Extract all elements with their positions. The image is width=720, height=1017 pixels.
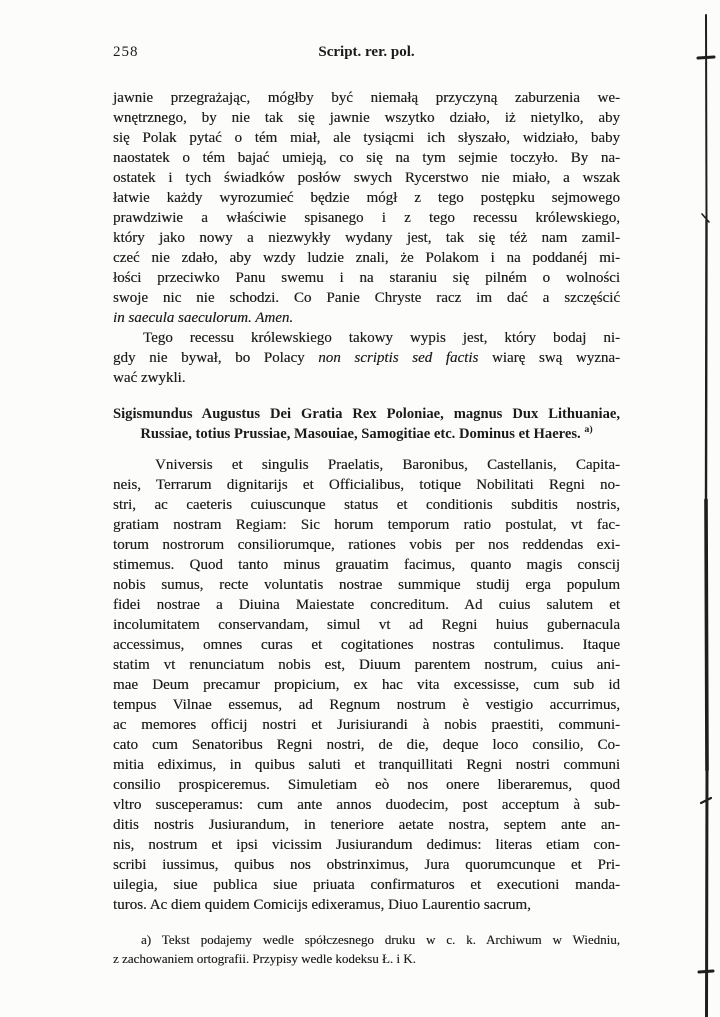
text-line: ditis nostris Jusiurandum, in teneriore aetate nostra, septem ante an-	[113, 817, 620, 833]
text-line: statim vt renunciatum nobis est, Diuum parentem nostrum, cuius ani-	[113, 657, 620, 673]
text-line: accessimus, omnes curas et cogitationes nostras contulimus. Itaque	[113, 637, 620, 653]
text-line: mae Deum precamur propicium, ex hac vita excessisse, cum sub id	[113, 677, 620, 693]
text-line: łatwie każdy wyrozumieć będzie mógł z tego postępku sejmowego	[113, 190, 620, 206]
text-line: mitia ediximus, in quibus saluti et tranquillitati Regni nostri communi	[113, 757, 620, 773]
text-line: prawdziwie a właściwie spisanego i z tego recessu królewskiego,	[113, 210, 620, 226]
text-line: vltro susceperamus: cum ante annos duodecim, post acceptum à sub-	[113, 797, 620, 813]
text-line: wnętrznego, by nie tak się jawnie wszytko działo, iż nietylko, aby	[113, 110, 620, 126]
page-number: 258	[113, 44, 139, 60]
text-line: neis, Terrarum dignitarijs et Officialibus, totique Nobilitati Regni no-	[113, 477, 620, 493]
text-line: in saecula saeculorum. Amen.	[113, 310, 294, 326]
text-line: który jako nowy a niezwykły wydany jest, tak się téż nam zamil-	[113, 230, 620, 246]
text-line: ac memores officij nostri et Jurisiurandi à nobis praestiti, communi-	[113, 717, 620, 733]
text-line: tempus Vilnae essemus, ad Regnum nostrum è vestigio accurrimus,	[113, 697, 620, 713]
text-line: Sigismundus Augustus Dei Gratia Rex Poloniae, magnus Dux Lithuaniae,	[113, 406, 620, 422]
text-line: gratiam nostram Regiam: Sic horum temporum ratio postulat, vt fac-	[113, 517, 620, 533]
text-line: consilio prospiceremus. Simuletiam eò nos onere liberaremus, quod	[113, 777, 620, 793]
paragraph-latin	[113, 455, 620, 915]
text-line: czeć nie zdało, aby wzdy ludzie znali, że Polakom i na poddanéj mi-	[113, 250, 620, 266]
text-line: Tego recessu królewskiego takowy wypis jest, który bodaj ni-	[143, 330, 620, 346]
text-line: stimemus. Quod tanto minus grauatim facimus, quanto magis conscij	[113, 557, 620, 573]
text-line: swoje nic nie schodzi. Co Panie Chryste racz im dać a szczęścić	[113, 290, 620, 306]
text-line: gdy nie bywał, bo Polacy non scriptis sed factis wiarę swą wyzna-	[113, 350, 620, 366]
running-title: Script. rer. pol.	[318, 44, 415, 60]
text-line: z zachowaniem ortografii. Przypisy wedle kodeksu Ł. i K.	[113, 951, 416, 966]
text-line: jawnie przegrażając, mógłby być niemałą przyczyną zaburzenia we-	[113, 90, 620, 106]
paragraph-polish-2	[113, 328, 620, 388]
text-line: się Polak pytać o tém miał, ale tysiącmi ich słyszało, widziało, baby	[113, 130, 620, 146]
footnote	[113, 930, 620, 968]
text-line: cato cum Senatoribus Regni nostri, de die, deque loco consilio, Co-	[113, 737, 620, 753]
section-heading	[113, 404, 620, 444]
text-line: nobis sumus, recte voluntatis nostrae summique studij erga populum	[113, 577, 620, 593]
text-line: scribi iussimus, quibus nos obstrinximus, Jura quorumcunque et Pri-	[113, 857, 620, 873]
text-line: wać zwykli.	[113, 370, 186, 386]
text-line: a) Tekst podajemy wedle spółczesnego druku w c. k. Archiwum w Wiedniu,	[141, 932, 620, 947]
text-line: uilegia, siue publica siue priuata confirmaturos et executioni manda-	[113, 877, 620, 893]
text-line: ostatek i tych świadków posłów swych Rycerstwo nie miało, a wszak	[113, 170, 620, 186]
text-line: torum nostrorum consiliorumque, rationes vobis per nos reddendas exi-	[113, 537, 620, 553]
text-line: łości przeciwko Panu swemu i na staraniu się pilném o wolności	[113, 270, 620, 286]
text-line: fidei nostrae a Diuina Maiestate concreditum. Ad cuius salutem et	[113, 597, 620, 613]
margin-annotation-line	[680, 0, 720, 1017]
text-line: Russiae, totius Prussiae, Masouiae, Samogitiae etc. Dominus et Haeres. $^{a)}$	[140, 424, 593, 442]
page-header	[113, 44, 620, 64]
paragraph-polish-1	[113, 88, 620, 328]
text-line: naostatek o tém bajać umieją, co się na tym sejmie toczyło. By na-	[113, 150, 620, 166]
text-line: Vniversis et singulis Praelatis, Baronibus, Castellanis, Capita-	[155, 457, 620, 473]
text-line: incolumitatem conservandam, simul vt ad Regni huius gubernacula	[113, 617, 620, 633]
text-line: turos. Ac diem quidem Comicijs edixeramus, Diuo Laurentio sacrum,	[113, 897, 531, 913]
text-line: stri, ac caeteris cuiuscunque status et conditionis subditis nostris,	[113, 497, 620, 513]
text-line: nis, nostrum et ipsi vicissim Jusiurandum dedimus: literas etiam con-	[113, 837, 620, 853]
